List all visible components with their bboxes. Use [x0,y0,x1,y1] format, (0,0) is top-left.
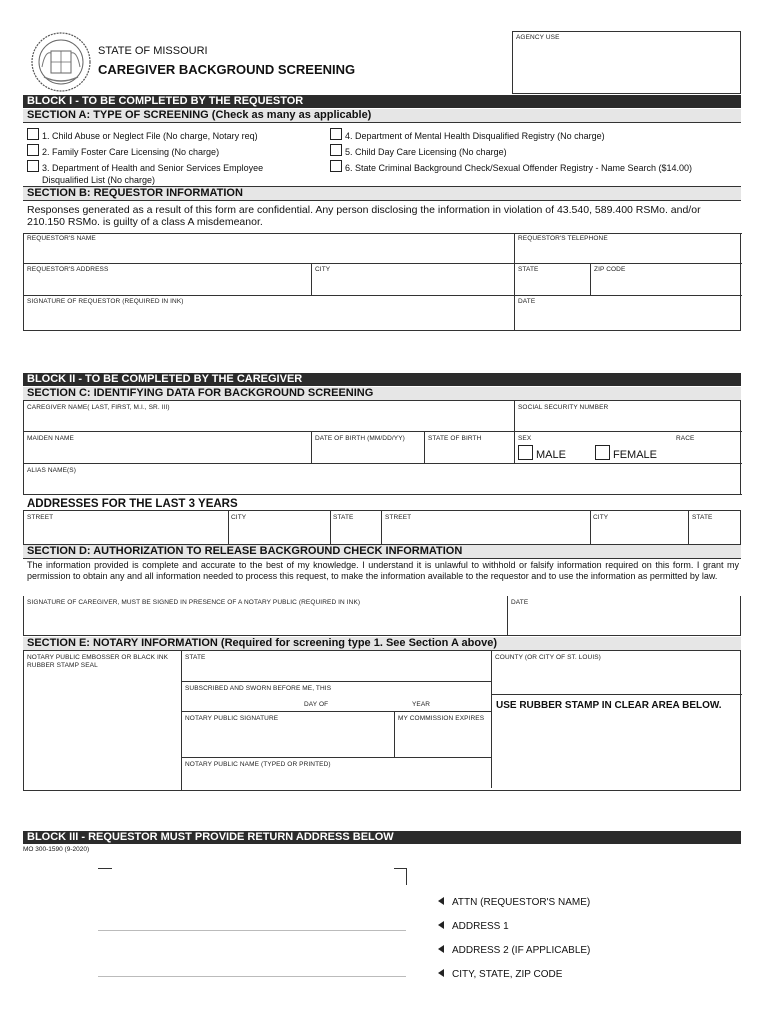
requestor-signature-field[interactable]: SIGNATURE OF REQUESTOR (REQUIRED IN INK) [27,298,184,305]
arrow-left-icon [438,969,444,977]
screening-option-2[interactable]: 2. Family Foster Care Licensing (No charge) [27,144,327,158]
block2-title: BLOCK II - TO BE COMPLETED BY THE CAREGIVER [23,373,741,386]
sectionB-grid [23,233,741,331]
maiden-name-field[interactable]: MAIDEN NAME [27,435,74,442]
dob-field[interactable]: DATE OF BIRTH (MM/DD/YY) [315,435,405,442]
notary-name-field[interactable]: NOTARY PUBLIC NAME (TYPED OR PRINTED) [185,761,331,768]
header-state: STATE OF MISSOURI [98,45,208,57]
return-address-labels [438,897,590,993]
form-id: MO 300-1590 (9-2020) [23,846,90,853]
address2-label: ADDRESS 2 (IF APPLICABLE) [438,945,590,969]
corner-mark-right [394,868,407,885]
requestor-state-field[interactable]: STATE [518,266,539,273]
sectionD-grid [23,596,741,636]
requestor-phone-field[interactable]: REQUESTOR'S TELEPHONE [518,235,608,242]
block3-title: BLOCK III - REQUESTOR MUST PROVIDE RETURN ADDRESS BELOW [23,831,741,844]
subscribed-label: SUBSCRIBED AND SWORN BEFORE ME, THIS [185,685,332,692]
caregiver-date-field[interactable]: DATE [511,599,529,606]
notary-signature-field[interactable]: NOTARY PUBLIC SIGNATURE [185,715,279,722]
return-address-line-1[interactable] [98,930,406,931]
screening-option-6[interactable]: 6. State Criminal Background Check/Sexual Offender Registry - Name Search ($14.00) [330,160,742,174]
corner-mark-left [98,868,112,869]
addresses-title: ADDRESSES FOR THE LAST 3 YEARS [27,498,238,510]
checkbox-5[interactable] [330,144,342,156]
address1-label: ADDRESS 1 [438,921,590,945]
authorization-text: The information provided is complete and accurate to the best of my knowledge. I understand it is unlawful to withhold or falsify information required on this form. I grant my permission to obtain any and all information needed to process this request, to make the information available to the requestor and to use the information as permitted by law. [27,560,739,581]
caregiver-signature-field[interactable]: SIGNATURE OF CAREGIVER, MUST BE SIGNED IN PRESENCE OF A NOTARY PUBLIC (REQUIRED IN INK) [27,599,361,606]
requestor-zip-field[interactable]: ZIP CODE [594,266,626,273]
checkbox-3[interactable] [27,160,39,172]
arrow-left-icon [438,921,444,929]
male-checkbox[interactable] [518,445,533,460]
page-title: CAREGIVER BACKGROUND SCREENING [98,62,356,77]
attn-label: ATTN (REQUESTOR'S NAME) [438,897,590,921]
screening-option-3-cont: Disqualified List (No charge) [42,175,156,185]
city-field-1[interactable]: CITY [231,514,247,521]
agency-use-label: AGENCY USE [516,34,560,41]
requestor-city-field[interactable]: CITY [315,266,331,273]
checkbox-2[interactable] [27,144,39,156]
arrow-left-icon [438,945,444,953]
sex-female-option[interactable]: FEMALE [595,445,657,461]
notary-state-field[interactable]: STATE [185,654,206,661]
sectionC-title: SECTION C: IDENTIFYING DATA FOR BACKGROUND SCREENING [23,387,741,401]
block1-title: BLOCK I - TO BE COMPLETED BY THE REQUESTOR [23,95,741,108]
city-field-2[interactable]: CITY [593,514,609,521]
requestor-address-field[interactable]: REQUESTOR'S ADDRESS [27,266,109,273]
screening-option-1[interactable]: 1. Child Abuse or Neglect File (No charge, Notary req) [27,128,327,142]
sectionC-grid [23,401,741,495]
caregiver-name-field[interactable]: CAREGIVER NAME( LAST, FIRST, M.I., SR. III) [27,404,170,411]
sex-male-option[interactable]: MALE [518,445,566,461]
street-field-2[interactable]: STREET [385,514,412,521]
ssn-field[interactable]: SOCIAL SECURITY NUMBER [518,404,609,411]
requestor-name-field[interactable]: REQUESTOR'S NAME [27,235,96,242]
year-field[interactable]: YEAR [412,701,431,708]
state-of-birth-field[interactable]: STATE OF BIRTH [428,435,482,442]
checkbox-6[interactable] [330,160,342,172]
checkbox-1[interactable] [27,128,39,140]
screening-option-5[interactable]: 5. Child Day Care Licensing (No charge) [330,144,742,158]
rubber-stamp-note: USE RUBBER STAMP IN CLEAR AREA BELOW. [496,700,722,711]
commission-expires-field[interactable]: MY COMMISSION EXPIRES [398,715,485,722]
arrow-left-icon [438,897,444,905]
alias-field[interactable]: ALIAS NAME(S) [27,467,76,474]
state-seal [30,31,92,93]
sectionB-title: SECTION B: REQUESTOR INFORMATION [23,187,741,201]
sectionE-title: SECTION E: NOTARY INFORMATION (Required for screening type 1. See Section A above) [23,637,741,651]
screening-option-3[interactable]: 3. Department of Health and Senior Services Employee [27,160,327,174]
state-field-2[interactable]: STATE [692,514,713,521]
screening-option-4[interactable]: 4. Department of Mental Health Disqualified Registry (No charge) [330,128,742,142]
street-field-1[interactable]: STREET [27,514,54,521]
agency-use-box [512,31,741,94]
notary-seal-area: NOTARY PUBLIC EMBOSSER OR BLACK INK RUBBER STAMP SEAL [27,654,169,669]
confidential-notice: Responses generated as a result of this form are confidential. Any person disclosing the information in violation of 43.540, 589.400 RSMo. and/or 210.150 RSMo. is guilty of a class A misdemeanor. [27,204,701,228]
addresses-grid [23,510,741,544]
sectionA-left-options [27,128,327,186]
sectionD-title: SECTION D: AUTHORIZATION TO RELEASE BACKGROUND CHECK INFORMATION [23,544,741,559]
sectionA-title: SECTION A: TYPE OF SCREENING (Check as many as applicable) [23,109,741,123]
requestor-date-field[interactable]: DATE [518,298,536,305]
sex-label: SEX [518,435,532,442]
day-of-field[interactable]: DAY OF [304,701,329,708]
state-field-1[interactable]: STATE [333,514,354,521]
race-field[interactable]: RACE [676,435,695,442]
city-state-zip-label: CITY, STATE, ZIP CODE [438,969,590,993]
sectionE-grid [23,651,741,791]
checkbox-4[interactable] [330,128,342,140]
female-checkbox[interactable] [595,445,610,460]
return-address-line-2[interactable] [98,976,406,977]
notary-county-field[interactable]: COUNTY (OR CITY OF ST. LOUIS) [495,654,601,661]
sectionA-right-options [330,128,742,174]
